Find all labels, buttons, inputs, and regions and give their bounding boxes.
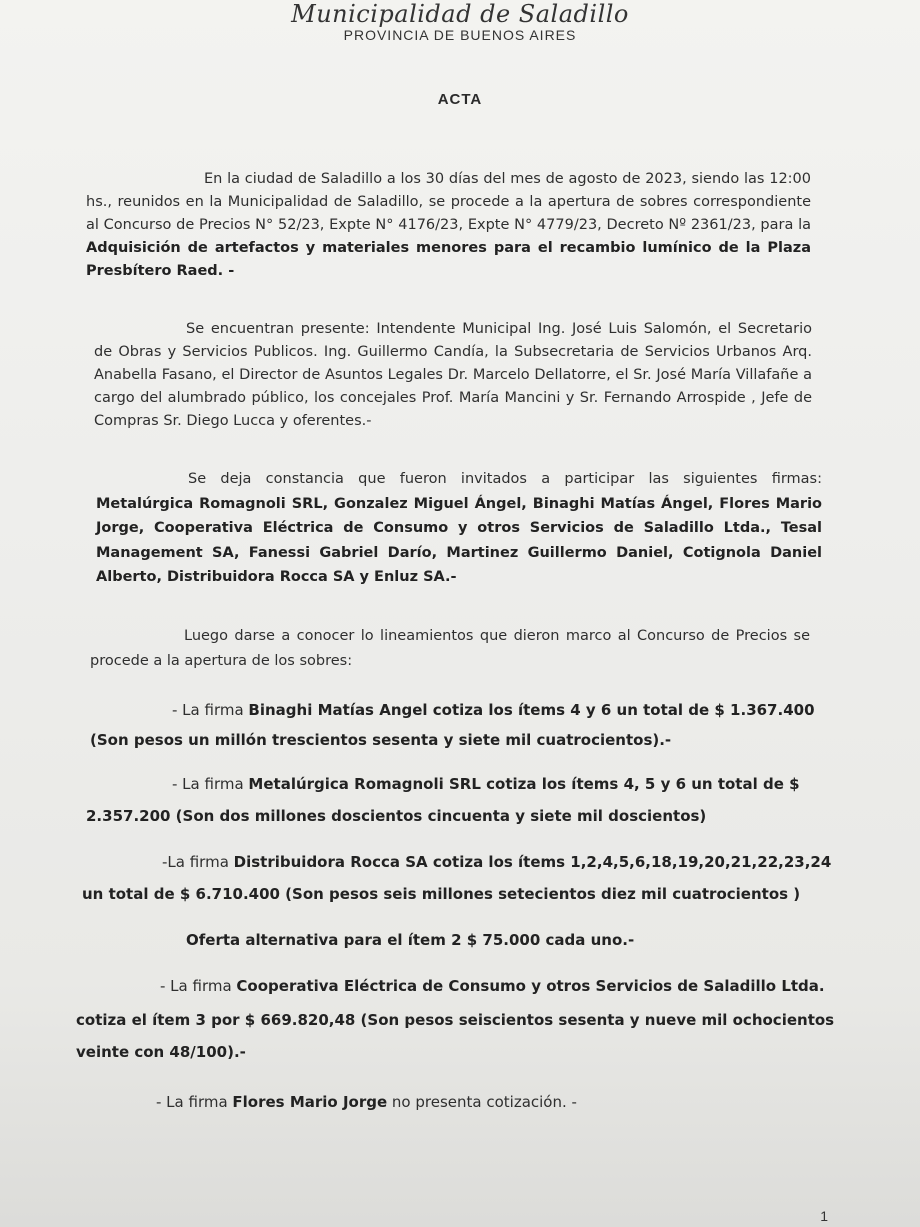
bid-3-prefix: -La firma [162, 853, 234, 871]
bid-5-line-1 [156, 1091, 577, 1113]
paragraph-attendees [94, 318, 812, 433]
bid-2-prefix: - La firma [172, 775, 249, 793]
envelopes-text: Luego darse a conocer lo lineamientos que dieron marco al Concurso de Precios se procede a la apertura de los sobres: [90, 628, 810, 669]
bid-4-quote: cotiza el ítem 3 por $ 669.820,48 (Son pesos seiscientos sesenta y nueve mil ochocientos [76, 1011, 835, 1029]
bid-2-amount-words: 2.357.200 (Son dos millones doscientos cincuenta y siete mil doscientos) [86, 807, 707, 825]
bid-3-firm: Distribuidora Rocca SA [233, 853, 428, 871]
opening-subject: Adquisición de artefactos y materiales menores para el recambio lumínico de la Plaza Presbítero Raed. - [86, 240, 811, 279]
bid-4-line-3 [76, 1041, 246, 1063]
bid-1-amount-words: (Son pesos un millón trescientos sesenta y siete mil cuatrocientos).- [90, 731, 672, 749]
bid-2-line-1 [172, 773, 800, 795]
bid-5-note: no presenta cotización. - [387, 1093, 577, 1111]
invited-intro: Se deja constancia que fueron invitados a participar las siguientes firmas: [188, 471, 822, 487]
municipality-title: Municipalidad de Saladillo [291, 0, 629, 28]
paragraph-opening-envelopes [90, 624, 810, 674]
document-title: ACTA [437, 91, 483, 108]
bid-1-line-1 [172, 699, 815, 721]
bid-1-firm: Binaghi Matías Angel [248, 701, 428, 719]
bid-3-quote: cotiza los ítems 1,2,4,5,6,18,19,20,21,22,23,24 [427, 853, 832, 871]
bid-2-quote: cotiza los ítems 4, 5 y 6 un total de $ [480, 775, 800, 793]
paragraph-opening [86, 168, 811, 283]
bid-4-firm: Cooperativa Eléctrica de Consumo y otros Servicios de Saladillo Ltda. [236, 977, 825, 995]
paragraph-invited-firms [96, 467, 822, 590]
bid-5-firm: Flores Mario Jorge [232, 1093, 388, 1111]
bid-3-line-1 [162, 851, 831, 873]
bid-1-quote: cotiza los ítems 4 y 6 un total de $ 1.367.400 [427, 701, 815, 719]
opening-text: En la ciudad de Saladillo a los 30 días del mes de agosto de 2023, siendo las 12:00 hs., reunidos en la Municipalidad de Saladillo, se procede a la apertura de sobres correspondiente al Concurso de Precios N° 52/23, Expte N° 4176/23, Expte N° 4779/23, Decreto Nº 2361/23, para la [86, 171, 811, 233]
bid-1-prefix: - La firma [172, 701, 249, 719]
bid-1-line-2 [90, 729, 671, 751]
bid-4-prefix: - La firma [160, 977, 237, 995]
bid-2-line-2 [86, 805, 706, 827]
invited-firms-list: Metalúrgica Romagnoli SRL, Gonzalez Miguel Ángel, Binaghi Matías Ángel, Flores Mario Jorge, Cooperativa Eléctrica de Consumo y otros Servicios de Saladillo Ltda., Tesal Management SA, Fanessi Gabriel Darío, Martinez Guillermo Daniel, Cotignola Daniel Alberto, Distribuidora Rocca SA y Enluz SA.- [96, 495, 822, 585]
attendees-text: Se encuentran presente: Intendente Municipal Ing. José Luis Salomón, el Secretario de Obras y Servicios Publicos. Ing. Guillermo Candía, la Subsecretaria de Servicios Urbanos Arq. Anabella Fasano, el Director de Asuntos Legales Dr. Marcelo Dellatorre, el Sr. José María Villafañe a cargo del alumbrado público, los concejales Prof. María Mancini y Sr. Fernando Arrospide , Jefe de Compras Sr. Diego Lucca y oferentes.- [94, 321, 812, 429]
province-subtitle: PROVINCIA DE BUENOS AIRES [343, 27, 577, 43]
bid-3-alternative-offer: Oferta alternativa para el ítem 2 $ 75.000 cada uno.- [186, 931, 635, 949]
bid-4-amount-tail: veinte con 48/100).- [76, 1043, 246, 1061]
bid-3-alternative [186, 929, 634, 951]
bid-4-line-1 [160, 975, 825, 997]
bid-3-amount-words: un total de $ 6.710.400 (Son pesos seis millones setecientos diez mil cuatrocientos ) [82, 885, 801, 903]
bid-5-prefix: - La firma [156, 1093, 233, 1111]
page-number: 1 [820, 1208, 828, 1224]
bid-4-line-2 [76, 1009, 834, 1031]
bid-3-line-2 [82, 883, 800, 905]
bid-2-firm: Metalúrgica Romagnoli SRL [248, 775, 481, 793]
